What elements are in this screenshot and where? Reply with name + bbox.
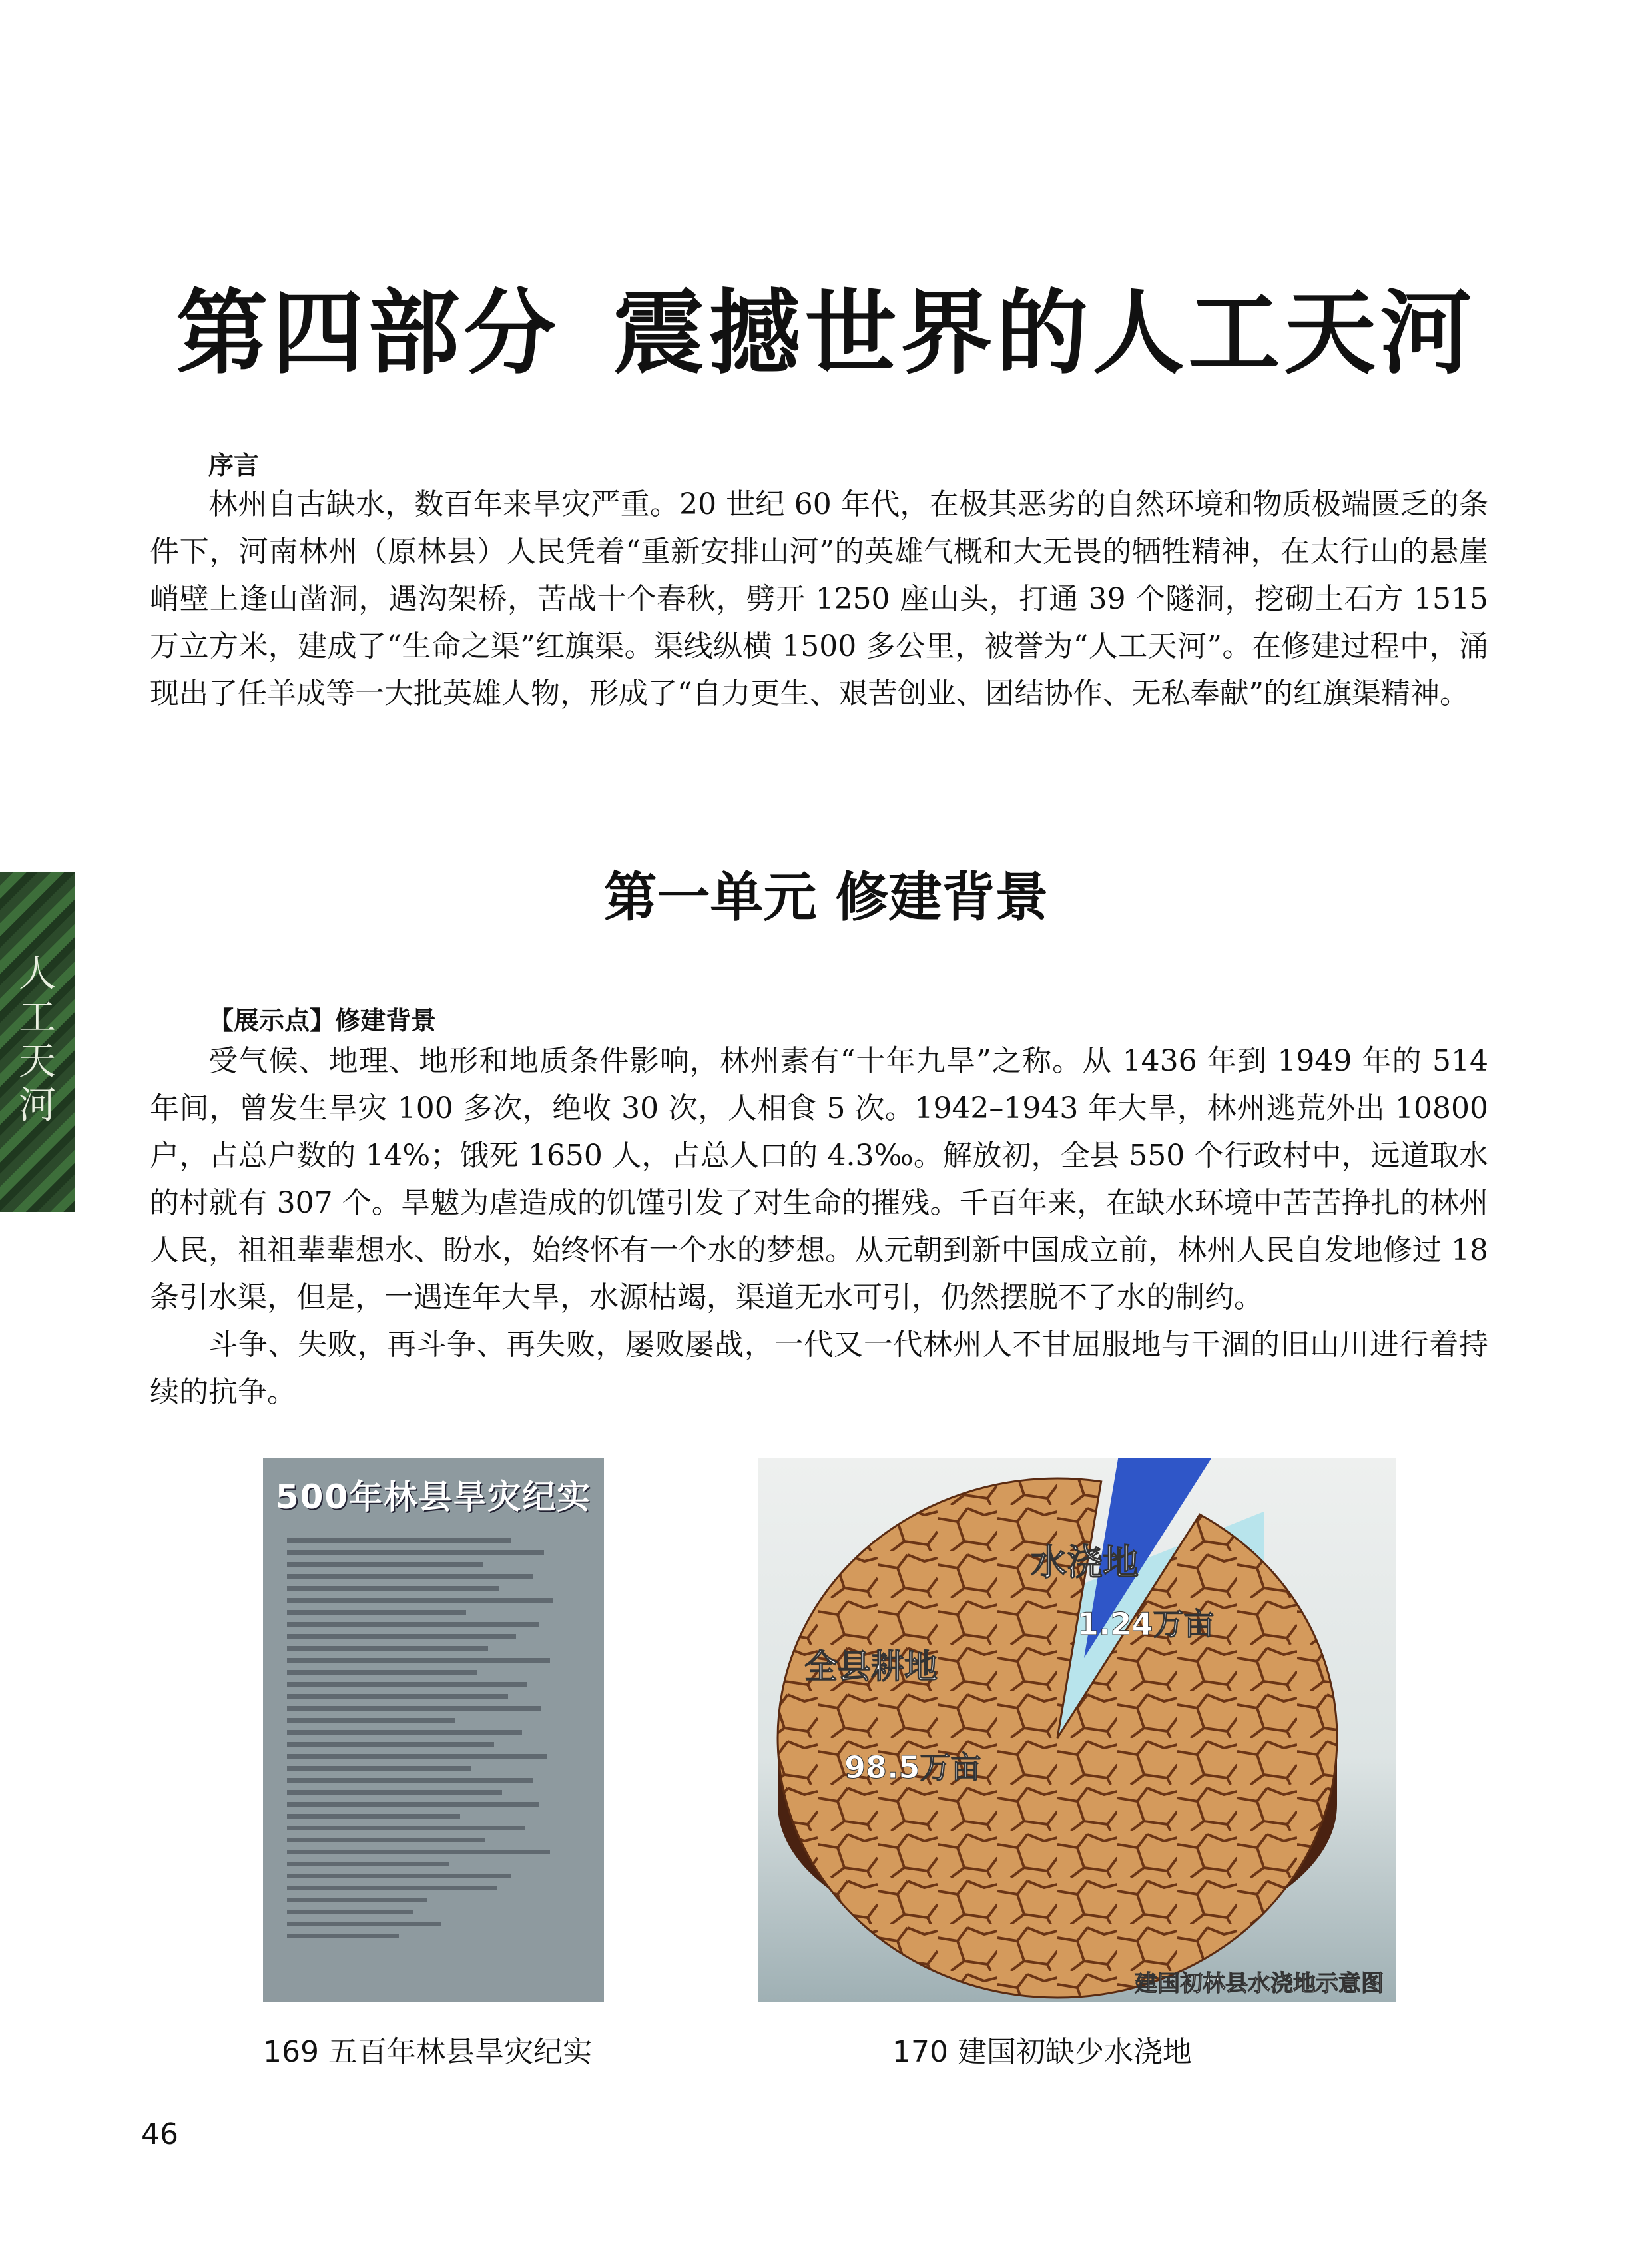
preface-heading: 序言 bbox=[208, 451, 260, 480]
part-label: 第四部分 bbox=[176, 278, 560, 387]
unit-title: 第一单元 修建背景 bbox=[603, 866, 1049, 928]
diagram-footer: 建国初林县水浇地示意图 bbox=[1135, 1970, 1384, 1997]
side-tab-char: 天 bbox=[19, 1040, 56, 1083]
side-tab-char: 河 bbox=[19, 1084, 56, 1127]
value-total: 98.5万亩 bbox=[844, 1749, 981, 1785]
value-irrigated: 1.24万亩 bbox=[1077, 1606, 1215, 1642]
side-tab-char: 工 bbox=[19, 996, 56, 1039]
drought-record-text-block bbox=[287, 1538, 567, 1946]
irrigation-pie bbox=[758, 1458, 1396, 2002]
part-name: 震撼世界的人工天河 bbox=[613, 278, 1476, 387]
exhibit-heading: 【展示点】修建背景 bbox=[208, 1006, 437, 1035]
part-title bbox=[0, 260, 1652, 392]
figure1-caption: 169 五百年林县旱灾纪实 bbox=[263, 2035, 592, 2069]
exhibit-body bbox=[150, 1037, 1488, 1416]
page-number: 46 bbox=[141, 2117, 178, 2151]
drought-record-title: 500年林县旱灾纪实 bbox=[275, 1478, 592, 1516]
side-tab-char: 人 bbox=[19, 952, 56, 995]
exhibit-paragraph: 斗争、失败，再斗争、再失败，屡败屡战，一代又一代林州人不甘屈服地与干涸的旧山川进行着持续的抗争。 bbox=[150, 1328, 1488, 1409]
irrigation-diagram bbox=[758, 1458, 1396, 2002]
label-irrigated: 水浇地 bbox=[1031, 1541, 1139, 1583]
label-total: 全县耕地 bbox=[804, 1647, 938, 1686]
exhibit-paragraph: 受气候、地理、地形和地质条件影响，林州素有“十年九旱”之称。从 1436 年到 1949 年的 514 年间，曾发生旱灾 100 多次，绝收 30 次，人相食 5 次。1942–1943 年大旱，林州逃荒外出 10800 户，占总户数的 14%；饿死 1650 人，占总人口的 4.3‰。解放初，全县 550 个行政村中，远道取水的村就有 307 个。旱魃为虐造成的饥馑引发了对生命的摧残。千百年来，在缺水环境中苦苦挣扎的林州人民，祖祖辈辈想水、盼水，始终怀有一个水的梦想。从元朝到新中国成立前，林州人民自发地修过 18 条引水渠，但是，一遇连年大旱，水源枯竭，渠道无水可引，仍然摆脱不了水的制约。 bbox=[150, 1044, 1488, 1314]
drought-record-image bbox=[263, 1458, 604, 2002]
preface-text: 林州自古缺水，数百年来旱灾严重。20 世纪 60 年代，在极其恶劣的自然环境和物质极端匮乏的条件下，河南林州（原林县）人民凭着“重新安排山河”的英雄气概和大无畏的牺牲精神，在太行山的悬崖峭壁上逢山凿洞，遇沟架桥，苦战十个春秋，劈开 1250 座山头，打通 39 个隧洞，挖砌土石方 1515 万立方米，建成了“生命之渠”红旗渠。渠线纵横 1500 多公里，被誉为“人工天河”。在修建过程中，涌现出了任羊成等一大批英雄人物，形成了“自力更生、艰苦创业、团结协作、无私奉献”的红旗渠精神。 bbox=[150, 487, 1488, 710]
figure2-caption: 170 建国初缺少水浇地 bbox=[892, 2035, 1192, 2069]
